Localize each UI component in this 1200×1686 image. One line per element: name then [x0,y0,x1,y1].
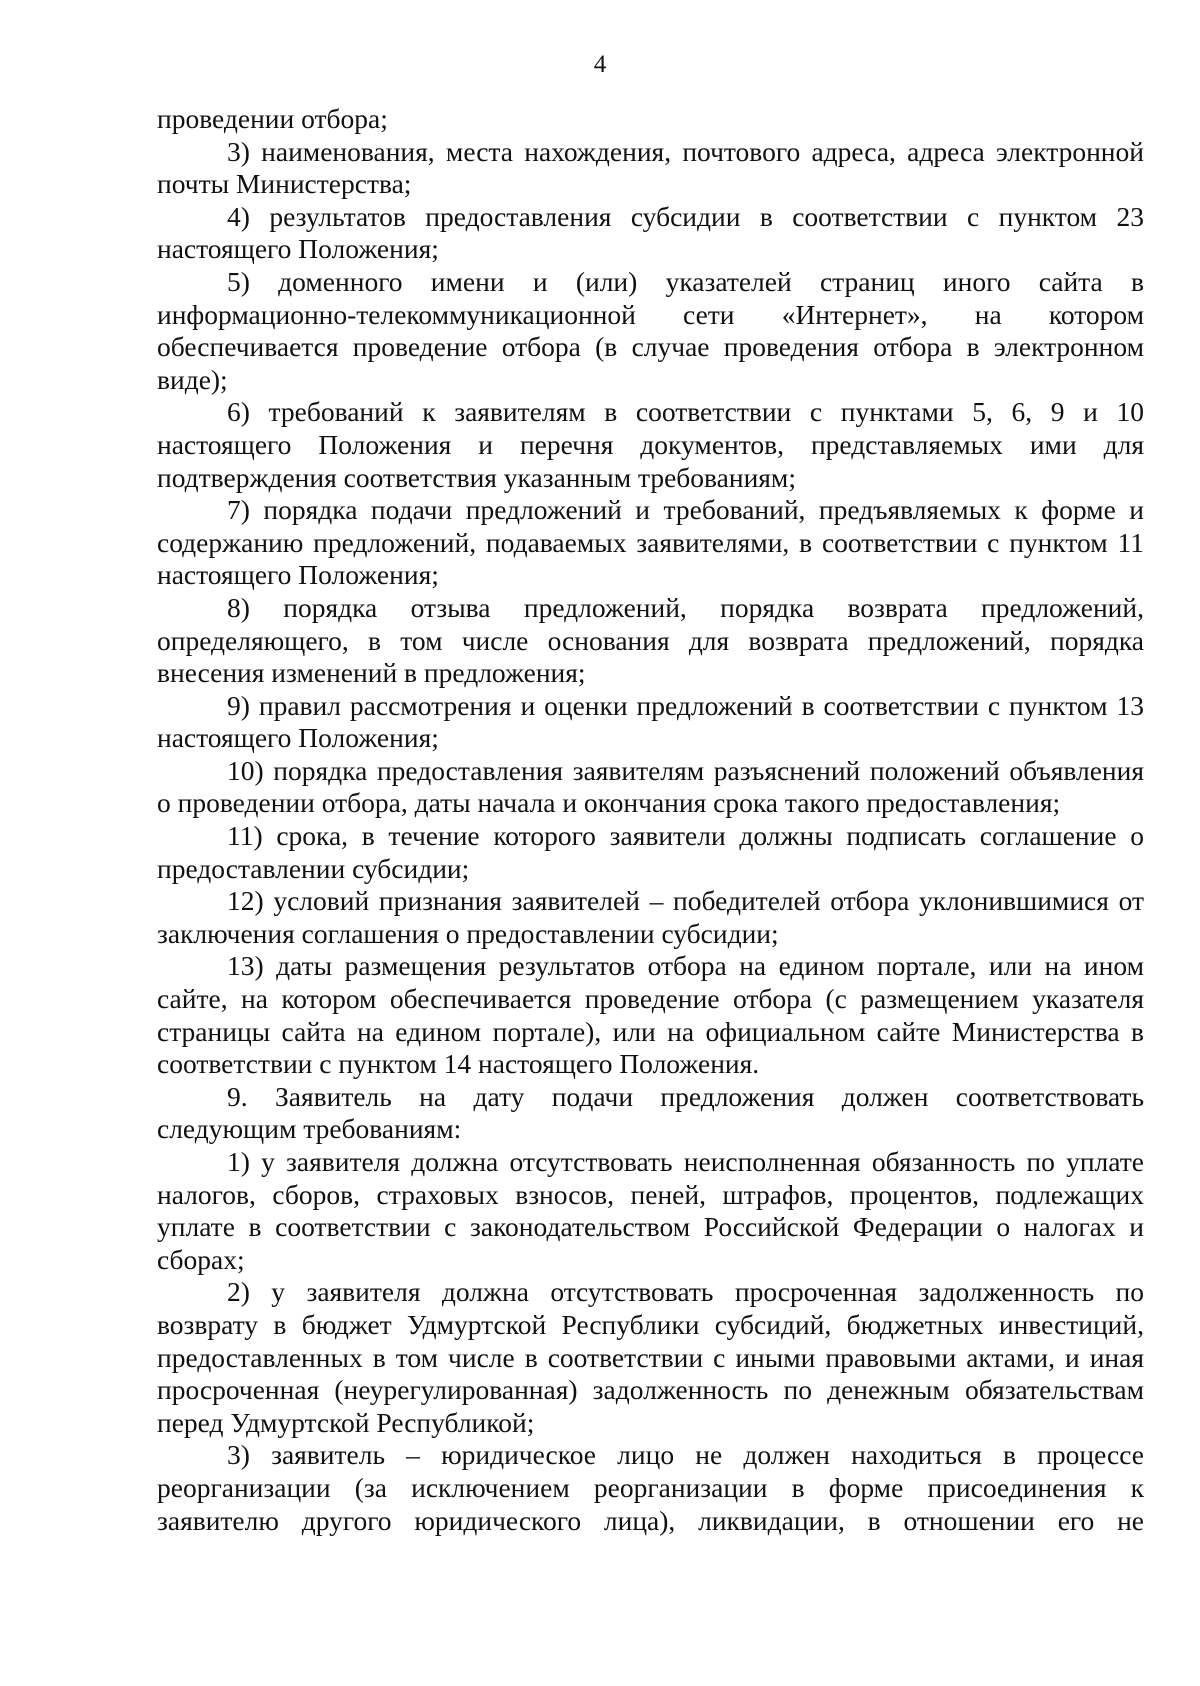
paragraph-item-3: 3) наименования, места нахождения, почтового адреса, адреса электронной почты Министерства; [157,135,1144,200]
paragraph-item-7: 7) порядка подачи предложений и требований, предъявляемых к форме и содержанию предложений, подаваемых заявителями, в соответствии с пунктом 11 настоящего Положения; [157,494,1144,591]
paragraph-item-11: 11) срока, в течение которого заявители должны подписать соглашение о предоставлении субсидии; [157,820,1144,884]
paragraph-requirement-2: 2) у заявителя должна отсутствовать просроченная задолженность по возврату в бюджет Удмуртской Республики субсидий, бюджетных инвестиций, предоставленных в том числе в соответствии с иными правовыми актами, и иная просроченная (неурегулированная) задолженность по денежным обязательствам перед Удмуртской Республикой; [157,1276,1144,1438]
paragraph-item-13: 13) даты размещения результатов отбора на едином портале, или на ином сайте, на котором обеспечивается проведение отбора (с размещением указателя страницы сайта на едином портале), или на официальном сайте Министерства в соответствии с пунктом 14 настоящего Положения. [157,950,1144,1080]
paragraph-item-12: 12) условий признания заявителей – победителей отбора уклонившимися от заключения соглашения о предоставлении субсидии; [157,885,1144,949]
paragraph-item-9: 9) правил рассмотрения и оценки предложений в соответствии с пунктом 13 настоящего Положения; [157,689,1144,754]
page-number: 4 [593,51,607,78]
paragraph-item-6: 6) требований к заявителям в соответствии с пунктами 5, 6, 9 и 10 настоящего Положения и перечня документов, представляемых ими для подтверждения соответствия указанным требованиям; [157,396,1144,493]
paragraph-item-10: 10) порядка предоставления заявителям разъяснений положений объявления о проведении отбора, даты начала и окончания срока такого предоставления; [157,754,1144,819]
paragraph-continuation: проведении отбора; [157,103,388,134]
paragraph-requirement-3: 3) заявитель – юридическое лицо не должен находиться в процессе реорганизации (за исключением реорганизации в форме присоединения к заявителю другого юридического лица), ликвидации, в отношении его не [157,1439,1144,1536]
paragraph-item-4: 4) результатов предоставления субсидии в соответствии с пунктом 23 настоящего Положения; [157,200,1144,265]
document-body [157,103,1144,1537]
paragraph-item-8: 8) порядка отзыва предложений, порядка возврата предложений, определяющего, в том числе основания для возврата предложений, порядка внесения изменений в предложения; [157,591,1144,689]
paragraph-section-9: 9. Заявитель на дату подачи предложения должен соответствовать следующим требованиям: [157,1080,1144,1145]
paragraph-requirement-1: 1) у заявителя должна отсутствовать неисполненная обязанность по уплате налогов, сборов, страховых взносов, пеней, штрафов, процентов, подлежащих уплате в соответствии с законодательством Российской Федерации о налогах и сборах; [157,1146,1144,1275]
paragraph-item-5: 5) доменного имени и (или) указателей страниц иного сайта в информационно-телекоммуникационной сети «Интернет», на котором обеспечивается проведение отбора (в случае проведения отбора в электронном виде); [157,265,1144,395]
